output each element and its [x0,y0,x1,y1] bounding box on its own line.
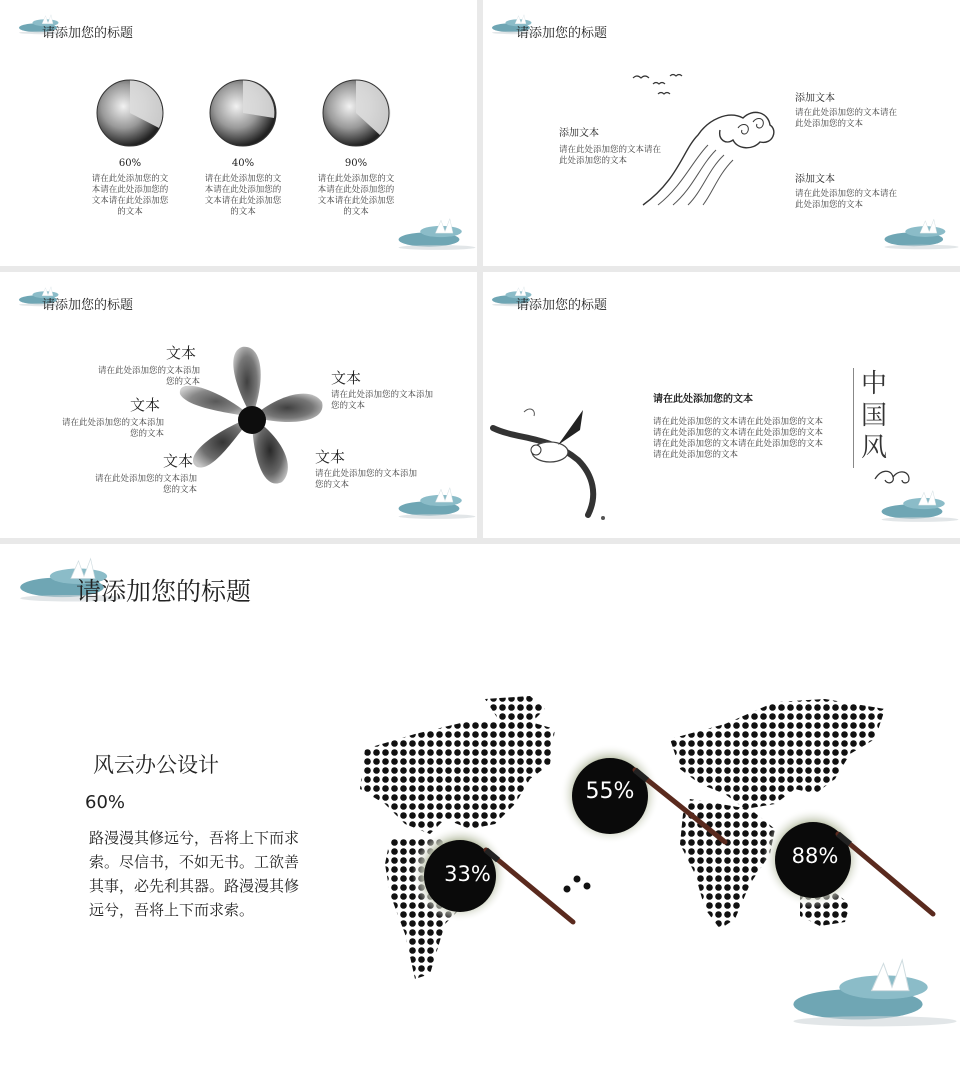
slide-title: 请添加您的标题 [42,26,134,41]
ink-circle-chart [321,78,391,148]
vertical-char: 风 [861,433,888,463]
percent-label: 60% [118,158,142,169]
vertical-char: 中 [861,369,888,399]
ink-circle-chart [95,78,165,148]
slide-2[interactable] [483,0,960,266]
ink-flower-icon [172,342,332,492]
block-desc: 请在此处添加您的文本添加您的文本 [315,469,418,490]
block-heading: 文本 [315,448,346,466]
lotus-icon [790,934,960,1049]
block-desc: 请在此处添加您的文本添加您的文本 [61,418,164,439]
body-text: 路漫漫其修远兮，吾将上下而求索。尽信书，不如无书。工欲善其事，必先利其器。路漫漫其修远兮，吾将上下而求索。 [89,829,300,919]
percent-label: 90% [344,158,368,169]
slide-5[interactable] [0,544,960,1084]
vertical-title [861,368,887,464]
block-heading: 请在此处添加您的文本 [653,394,753,405]
circle-desc: 请在此处添加您的文本请在此处添加您的文本请在此处添加您的文本 [204,174,282,217]
bird-branch-icon [488,400,618,535]
marker-label: 88% [791,844,839,868]
block-heading: 添加文本 [795,174,835,185]
vertical-divider [853,368,854,468]
slide-title: 请添加您的标题 [42,298,134,313]
block-heading: 文本 [130,396,161,414]
block-desc: 请在此处添加您的文本添加您的文本 [331,390,434,411]
percent-label: 40% [231,158,255,169]
slide-title: 请添加您的标题 [516,298,608,313]
circle-desc: 请在此处添加您的文本请在此处添加您的文本请在此处添加您的文本 [317,174,395,217]
lotus-icon [397,206,477,261]
lotus-icon [397,475,477,530]
block-desc: 请在此处添加您的文本请在此处添加您的文本 [795,189,898,210]
slide-3[interactable] [0,272,477,538]
slide-1[interactable] [0,0,477,266]
ink-circle-chart [208,78,278,148]
block-desc: 请在此处添加您的文本添加您的文本 [94,474,197,495]
block-heading: 文本 [166,344,197,362]
block-desc: 请在此处添加您的文本请在此处添加您的文本 [795,108,898,129]
subtitle: 风云办公设计 [93,753,219,777]
slide-4[interactable] [483,272,960,538]
vertical-char: 国 [861,401,888,431]
block-desc: 请在此处添加您的文本添加您的文本 [97,366,200,387]
block-heading: 添加文本 [795,93,835,104]
block-desc: 请在此处添加您的文本请在此处添加您的文本 [559,145,662,166]
lotus-icon [883,206,960,261]
marker-label: 33% [444,862,491,886]
block-heading: 文本 [331,369,362,387]
block-heading: 添加文本 [559,128,599,139]
block-desc: 请在此处添加您的文本请在此处添加您的文本请在此处添加您的文本请在此处添加您的文本请在此处添加您的文本请在此处添加您的文本请在此处添加您的文本 [653,417,824,460]
lotus-icon [880,478,960,533]
slide-title: 请添加您的标题 [76,577,252,606]
slide-title: 请添加您的标题 [516,26,608,41]
birds-icon [628,70,683,100]
marker-label: 55% [585,779,635,804]
percent-label: 60% [85,792,126,813]
block-heading: 文本 [163,452,194,470]
circle-desc: 请在此处添加您的文本请在此处添加您的文本请在此处添加您的文本 [91,174,169,217]
